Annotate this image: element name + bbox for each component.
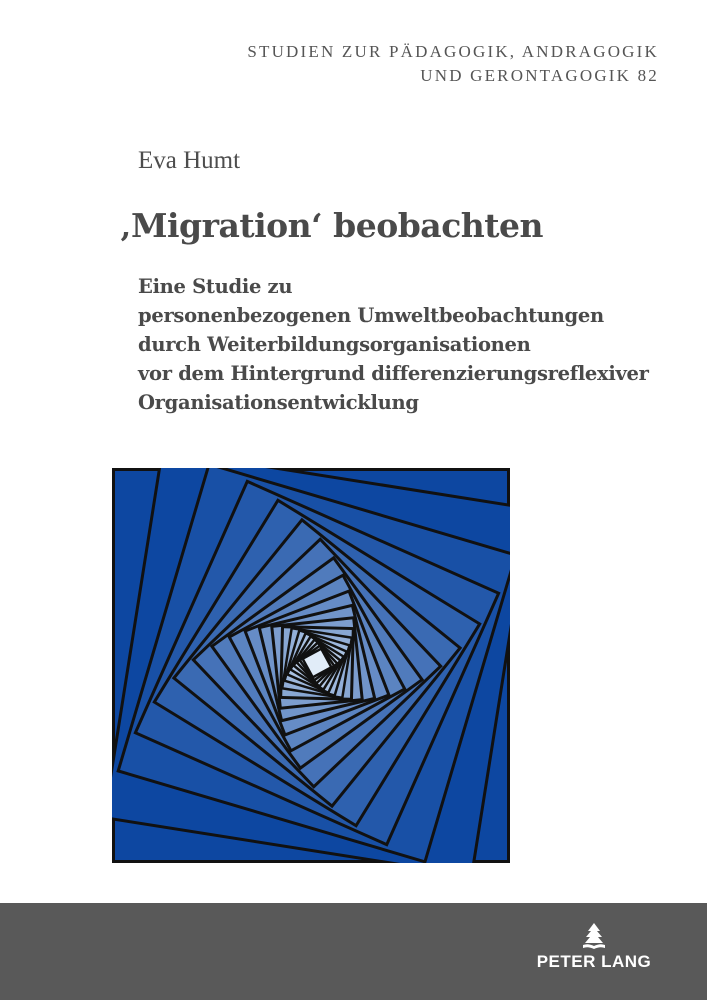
spiral-squares-artwork <box>112 468 510 863</box>
book-title: ‚Migration‘ beobachten <box>120 206 544 245</box>
series-title <box>247 40 659 88</box>
author-name: Eva Humt <box>138 147 241 174</box>
series-line-2: UND GERONTAGOGIK 82 <box>420 66 659 85</box>
series-line-1: STUDIEN ZUR PÄDAGOGIK, ANDRAGOGIK <box>247 42 659 61</box>
publisher-name: PETER LANG <box>536 952 652 971</box>
subtitle-line: vor dem Hintergrund differenzierungsreflexiver <box>138 362 649 385</box>
subtitle-line: personenbezogenen Umweltbeobachtungen <box>138 304 604 327</box>
subtitle-line: Organisationsentwicklung <box>138 391 419 414</box>
publisher-mark <box>529 922 659 972</box>
subtitle-line: durch Weiterbildungsorganisationen <box>138 333 531 356</box>
subtitle-line: Eine Studie zu <box>138 275 293 298</box>
book-subtitle <box>138 272 649 417</box>
tree-book-icon <box>581 922 607 950</box>
